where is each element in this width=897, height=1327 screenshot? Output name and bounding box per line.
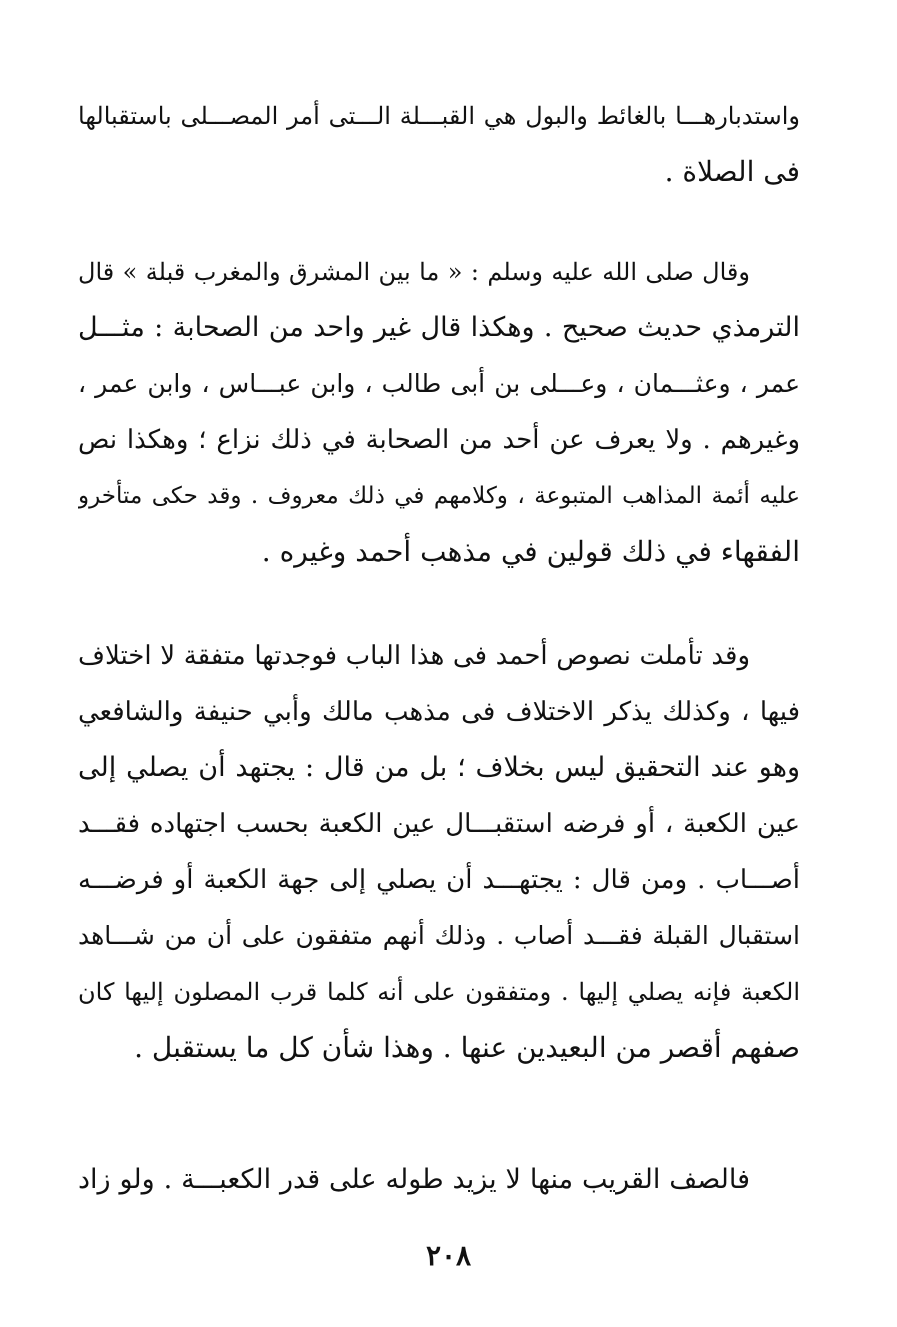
text-line: عمر ، وعثـــمان ، وعـــلى بن أبى طالب ، وابن عبـــاس ، وابن عمر ، — [78, 369, 800, 398]
text-line: الترمذي حديث صحيح . وهكذا قال غير واحد من الصحابة : مثـــل — [78, 312, 800, 343]
text-line: وهو عند التحقيق ليس بخلاف ؛ بل من قال : يجتهد أن يصلي إلى — [78, 752, 800, 783]
text-line: استقبال القبلة فقـــد أصاب . وذلك أنهم متفقون على أن من شـــاهد — [78, 921, 800, 950]
text-line: أصـــاب . ومن قال : يجتهـــد أن يصلي إلى جهة الكعبة أو فرضـــه — [78, 865, 800, 895]
text-line: فيها ، وكذلك يذكر الاختلاف فى مذهب مالك وأبي حنيفة والشافعي — [78, 697, 800, 727]
page-number: ٢٠٨ — [425, 1239, 472, 1272]
text-line: فالصف القريب منها لا يزيد طوله على قدر الكعبـــة . ولو زاد — [78, 1164, 750, 1195]
text-line: وقد تأملت نصوص أحمد فى هذا الباب فوجدتها متفقة لا اختلاف — [78, 641, 750, 671]
text-line: وقال صلى الله عليه وسلم : « ما بين المشرق والمغرب قبلة » قال — [78, 258, 750, 286]
paragraph-3 — [78, 628, 800, 1076]
text-line: عين الكعبة ، أو فرضه استقبـــال عين الكعبة بحسب اجتهاده فقـــد — [78, 809, 800, 839]
text-line: الكعبة فإنه يصلي إليها . ومتفقون على أنه كلما قرب المصلون إليها كان — [78, 978, 800, 1006]
text-line: واستدبارهـــا بالغائط والبول هي القبـــلة الـــتى أمر المصـــلى باستقبالها — [78, 102, 800, 130]
paragraph-1 — [78, 88, 800, 200]
paragraph-2 — [78, 244, 800, 580]
text-line: الفقهاء في ذلك قولين في مذهب أحمد وغيره . — [261, 535, 800, 568]
text-line: فى الصلاة . — [664, 155, 800, 188]
paragraph-4 — [78, 1152, 800, 1208]
text-line: عليه أئمة المذاهب المتبوعة ، وكلامهم في ذلك معروف . وقد حكى متأخرو — [78, 483, 800, 509]
text-line: صفهم أقصر من البعيدين عنها . وهذا شأن كل ما يستقبل . — [134, 1031, 800, 1064]
text-line: وغيرهم . ولا يعرف عن أحد من الصحابة في ذلك نزاع ؛ وهكذا نص — [78, 425, 800, 455]
